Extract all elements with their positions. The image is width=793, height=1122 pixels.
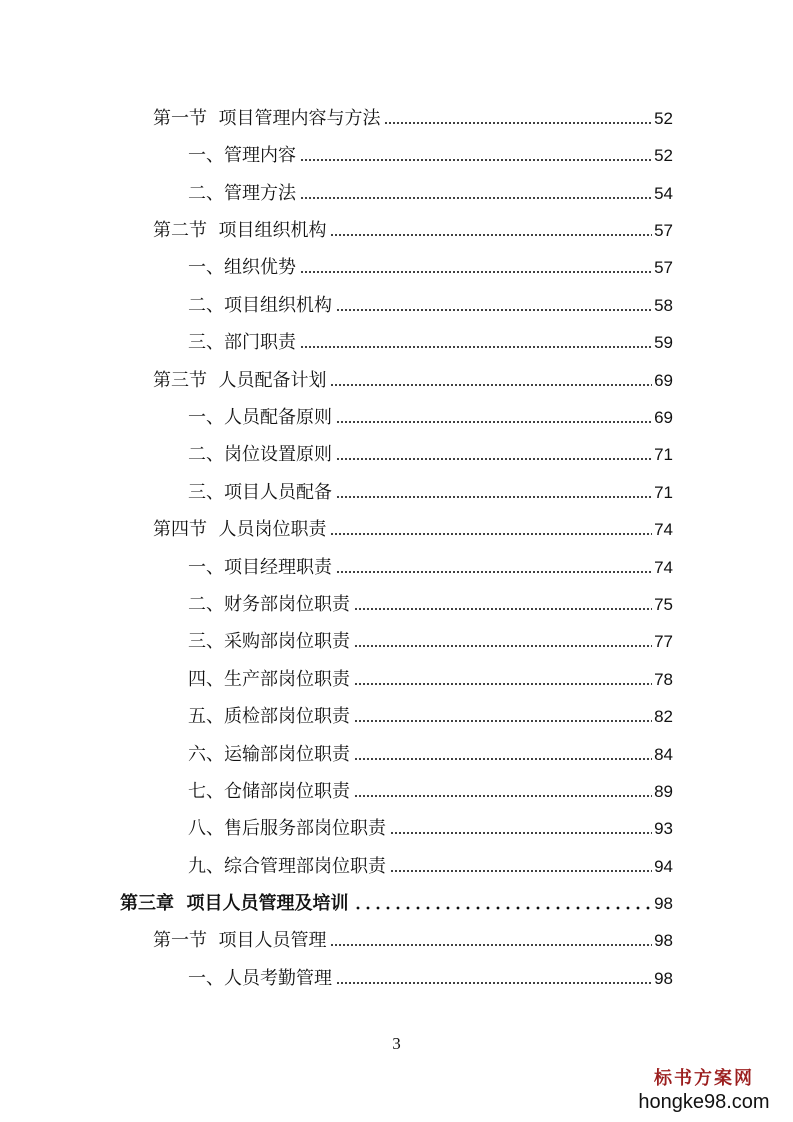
dot-leader [336,419,652,425]
toc-entry[interactable] [153,511,673,541]
toc-entry-label: 一、人员配备原则 [188,407,332,428]
toc-entry[interactable] [188,287,673,317]
toc-entry[interactable] [188,586,673,616]
toc-entry-label: 一、组织优势 [188,257,296,278]
toc-entry-page: 69 [654,371,673,390]
toc-entry-label: 一、人员考勤管理 [188,968,332,989]
toc-entry[interactable] [188,810,673,840]
toc-entry-label: 三、部门职责 [188,332,296,353]
dot-leader [300,269,652,275]
dot-leader [330,531,652,537]
toc-entry[interactable] [153,100,673,130]
toc-entry[interactable] [188,960,673,990]
dot-leader [330,942,652,948]
toc-entry-label: 五、质检部岗位职责 [188,706,350,727]
toc-entry-chapter[interactable] [120,885,673,915]
toc-entry-page: 71 [654,445,673,464]
dot-leader [353,905,653,911]
toc-entry[interactable] [188,249,673,279]
toc-entry-page: 59 [654,333,673,352]
dot-leader [336,494,652,500]
watermark-name: 标书方案网 [654,1068,754,1089]
toc-entry[interactable] [188,661,673,691]
toc-entry-label: 七、仓储部岗位职责 [188,781,350,802]
toc-entry-label: 二、项目组织机构 [188,295,332,316]
toc-entry-label: 八、售后服务部岗位职责 [188,818,386,839]
toc-entry-label: 二、岗位设置原则 [188,444,332,465]
toc-entry-label: 第一节 项目管理内容与方法 [153,108,381,129]
toc-entry-page: 98 [654,894,673,913]
toc-entry[interactable] [188,773,673,803]
toc-entry-label: 第二节 项目组织机构 [153,220,327,241]
toc-entry-page: 74 [654,558,673,577]
page-number: 3 [392,1034,401,1053]
dot-leader [300,195,652,201]
dot-leader [384,120,652,126]
toc-entry[interactable] [188,474,673,504]
toc-entry-label: 第三章 项目人员管理及培训 [120,893,349,914]
toc-entry-page: 57 [654,221,673,240]
toc-entry-page: 71 [654,483,673,502]
watermark-logo [629,1068,779,1114]
toc-entry-page: 52 [654,146,673,165]
toc-entry-page: 93 [654,819,673,838]
toc-entry-page: 54 [654,184,673,203]
toc-entry-label: 四、生产部岗位职责 [188,669,350,690]
toc-entry-page: 58 [654,296,673,315]
dot-leader [300,344,652,350]
toc-entry[interactable] [188,436,673,466]
toc-entry[interactable] [153,212,673,242]
toc-entry-label: 六、运输部岗位职责 [188,744,350,765]
dot-leader [336,456,652,462]
toc-entry-label: 一、项目经理职责 [188,557,332,578]
dot-leader [354,793,652,799]
toc-entry-label: 九、综合管理部岗位职责 [188,856,386,877]
toc-entry[interactable] [188,324,673,354]
toc-entry[interactable] [188,399,673,429]
dot-leader [354,606,652,612]
watermark-url: hongke98.com [638,1091,770,1113]
toc-entry-page: 57 [654,258,673,277]
dot-leader [336,569,652,575]
dot-leader [354,756,652,762]
toc-entry[interactable] [188,175,673,205]
toc-entry-page: 89 [654,782,673,801]
toc-entry-page: 82 [654,707,673,726]
toc-entry-page: 98 [654,969,673,988]
dot-leader [354,718,652,724]
toc-entry-page: 77 [654,632,673,651]
toc-entry-label: 一、管理内容 [188,145,296,166]
toc-entry-label: 第一节 项目人员管理 [153,930,327,951]
toc-entry-page: 94 [654,857,673,876]
toc-entry-page: 84 [654,745,673,764]
toc-entry[interactable] [188,848,673,878]
toc-entry[interactable] [188,736,673,766]
toc-entry[interactable] [188,698,673,728]
toc-entry[interactable] [153,922,673,952]
toc-entry[interactable] [188,549,673,579]
dot-leader [390,868,652,874]
dot-leader [390,830,652,836]
dot-leader [330,382,652,388]
toc-entry-label: 二、财务部岗位职责 [188,594,350,615]
toc-entry-page: 52 [654,109,673,128]
toc-entry[interactable] [188,623,673,653]
toc-entry-page: 74 [654,520,673,539]
toc-entry-page: 69 [654,408,673,427]
dot-leader [354,681,652,687]
toc-entry-page: 75 [654,595,673,614]
dot-leader [336,307,652,313]
dot-leader [300,157,652,163]
dot-leader [336,980,652,986]
toc-entry-page: 98 [654,931,673,950]
toc-entry-label: 三、项目人员配备 [188,482,332,503]
toc-entry-label: 第三节 人员配备计划 [153,370,327,391]
toc-entry-page: 78 [654,670,673,689]
toc-entry-label: 三、采购部岗位职责 [188,631,350,652]
dot-leader [354,643,652,649]
toc-entry[interactable] [153,362,673,392]
dot-leader [330,232,652,238]
toc-entry[interactable] [188,137,673,167]
toc-entry-label: 二、管理方法 [188,183,296,204]
toc-entry-label: 第四节 人员岗位职责 [153,519,327,540]
